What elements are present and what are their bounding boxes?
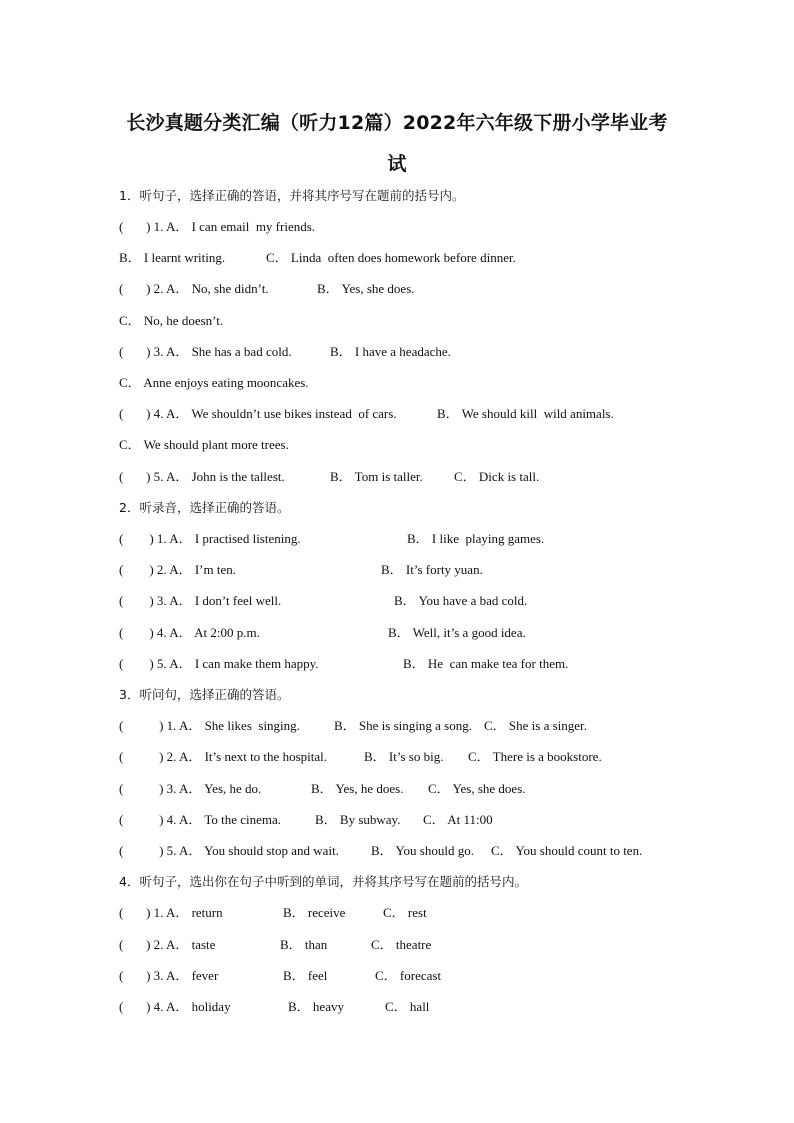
s1-q4-option-b: B． We should kill wild animals.	[437, 406, 614, 421]
s2-q5-option-b: B． He can make tea for them.	[403, 656, 569, 671]
s2-q3-option-b: B． You have a bad cold.	[394, 593, 528, 608]
s1-q1-option-a: ( ) 1. A． I can email my friends.	[119, 219, 316, 234]
s1-q1-option-c: C． Linda often does homework before dinner.	[266, 250, 516, 265]
s2-q1-option-b: B． I like playing games.	[407, 531, 545, 546]
s3-q1-option-b: B． She is singing a song.	[334, 718, 472, 733]
section-4-heading: 4．听句子，选出你在句子中听到的单词，并将其序号写在题前的括号内。	[119, 874, 527, 889]
s3-q4-option-b: B． By subway.	[315, 812, 401, 827]
s4-q1-option-c: C． rest	[383, 905, 427, 920]
s4-q2-option-b: B． than	[280, 937, 328, 952]
s2-q4-option-a: ( ) 4. A． At 2:00 p.m.	[119, 625, 260, 640]
page-title-continued: 试	[387, 153, 407, 175]
s2-q1-option-a: ( ) 1. A． I practised listening.	[119, 531, 301, 546]
s1-q2-option-b: B． Yes, she does.	[317, 281, 415, 296]
s3-q5-option-a: ( ) 5. A． You should stop and wait.	[119, 843, 339, 858]
s4-q1-option-b: B． receive	[283, 905, 346, 920]
s1-q3-option-b: B． I have a headache.	[330, 344, 451, 359]
s4-q4-option-a: ( ) 4. A． holiday	[119, 999, 231, 1014]
s4-q3-option-b: B． feel	[283, 968, 328, 983]
section-2-heading: 2．听录音，选择正确的答语。	[119, 500, 290, 515]
page-title: 长沙真题分类汇编（听力12篇）2022年六年级下册小学毕业考	[126, 112, 668, 134]
s1-q2-option-a: ( ) 2. A． No, she didn’t.	[119, 281, 269, 296]
s1-q4-option-c: C． We should plant more trees.	[119, 437, 289, 452]
s4-q4-option-c: C． hall	[385, 999, 430, 1014]
s3-q2-option-b: B． It’s so big.	[364, 749, 444, 764]
s3-q2-option-c: C． There is a bookstore.	[468, 749, 602, 764]
s1-q5-option-b: B． Tom is taller.	[330, 469, 423, 484]
s3-q3-option-b: B． Yes, he does.	[311, 781, 404, 796]
s2-q4-option-b: B． Well, it’s a good idea.	[388, 625, 526, 640]
s4-q1-option-a: ( ) 1. A． return	[119, 905, 223, 920]
s3-q4-option-a: ( ) 4. A． To the cinema.	[119, 812, 282, 827]
s3-q1-option-c: C． She is a singer.	[484, 718, 587, 733]
s1-q1-option-b: B． I learnt writing.	[119, 250, 226, 265]
s1-q3-option-a: ( ) 3. A． She has a bad cold.	[119, 344, 292, 359]
s2-q2-option-a: ( ) 2. A． I’m ten.	[119, 562, 236, 577]
s2-q2-option-b: B． It’s forty yuan.	[381, 562, 483, 577]
s4-question-4	[119, 999, 430, 1079]
s3-q4-option-c: C． At 11:00	[423, 812, 493, 827]
s2-q3-option-a: ( ) 3. A． I don’t feel well.	[119, 593, 282, 608]
s1-q4-option-a: ( ) 4. A． We shouldn’t use bikes instead of cars.	[119, 406, 397, 421]
s2-q5-option-a: ( ) 5. A． I can make them happy.	[119, 656, 319, 671]
s3-q5-option-b: B． You should go.	[371, 843, 474, 858]
s1-q5-option-c: C． Dick is tall.	[454, 469, 540, 484]
s4-q2-option-c: C． theatre	[371, 937, 432, 952]
section-3-heading: 3．听问句，选择正确的答语。	[119, 687, 290, 702]
s3-q3-option-c: C． Yes, she does.	[428, 781, 526, 796]
s3-q3-option-a: ( ) 3. A． Yes, he do.	[119, 781, 262, 796]
s1-q2-option-c: C． No, he doesn’t.	[119, 313, 224, 328]
s4-q3-option-c: C． forecast	[375, 968, 442, 983]
s4-q4-option-b: B． heavy	[288, 999, 344, 1014]
s4-q2-option-a: ( ) 2. A． taste	[119, 937, 216, 952]
s1-q3-option-c: C． Anne enjoys eating mooncakes.	[119, 375, 309, 390]
s3-q1-option-a: ( ) 1. A． She likes singing.	[119, 718, 300, 733]
s4-q3-option-a: ( ) 3. A． fever	[119, 968, 219, 983]
s3-q2-option-a: ( ) 2. A． It’s next to the hospital.	[119, 749, 327, 764]
s1-q5-option-a: ( ) 5. A． John is the tallest.	[119, 469, 285, 484]
s3-q5-option-c: C． You should count to ten.	[491, 843, 643, 858]
section-1-heading: 1．听句子，选择正确的答语，并将其序号写在题前的括号内。	[119, 188, 465, 203]
